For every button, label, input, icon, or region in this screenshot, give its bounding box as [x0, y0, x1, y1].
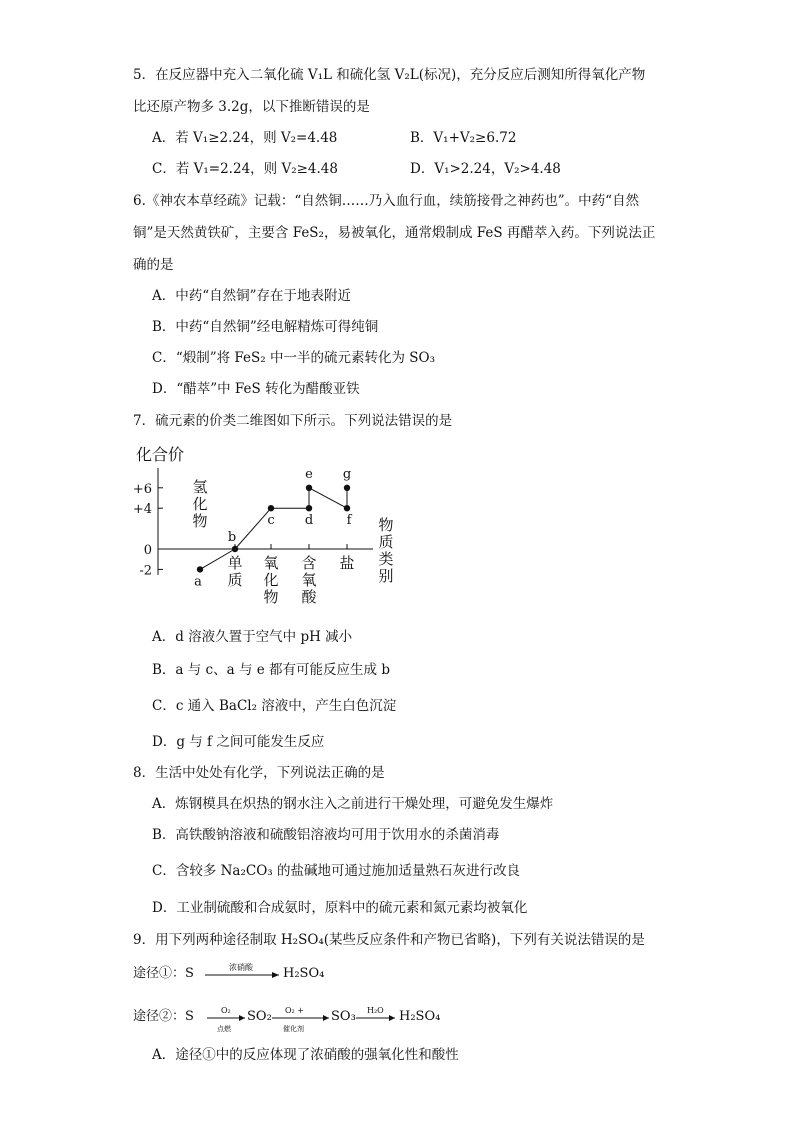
q7-stem: 7．硫元素的价类二维图如下所示。下列说法错误的是 — [133, 413, 453, 429]
q7-option-d: D．g 与 f 之间可能发生反应 — [152, 734, 325, 750]
chart-connector-e-f — [309, 488, 347, 508]
q7-option-a: A．d 溶液久置于空气中 pH 减小 — [152, 629, 353, 645]
sulfur-valence-chart — [128, 440, 408, 620]
route-2-step1-condition: 点燃 — [217, 1025, 231, 1033]
chart-point-a — [197, 566, 203, 572]
chart-point-g — [344, 485, 350, 491]
chart-y-tick-label: -2 — [139, 563, 152, 579]
chart-point-b — [232, 546, 238, 552]
chart-point-label-b: b — [227, 530, 237, 545]
q8-option-b: B．高铁酸钠溶液和硫酸铝溶液均可用于饮用水的杀菌消毒 — [152, 827, 500, 843]
route-1-reagent: 浓硝酸 — [229, 963, 253, 972]
chart-point-label-d: d — [304, 513, 314, 529]
chart-category-char: 单 — [227, 554, 243, 572]
route-2 — [133, 1006, 453, 1033]
chart-category-char: 含 — [301, 554, 317, 572]
chart-point-label-e: e — [305, 466, 313, 482]
chart-category-char: 酸 — [301, 588, 317, 606]
q5-option-d: D．V₁>2.24，V₂>4.48 — [410, 161, 561, 177]
chart-category-char: 化 — [263, 571, 279, 589]
q6-option-c: C．“煅制”将 FeS₂ 中一半的硫元素转化为 SO₃ — [152, 350, 436, 366]
chart-connector-b-c — [235, 508, 271, 549]
chart-point-label-g: g — [342, 466, 352, 482]
route-1-label: 途径①：S — [133, 966, 194, 981]
chart-y-tick-label: 0 — [143, 543, 152, 558]
route-2-label: 途径②：S — [133, 1009, 194, 1024]
route-2-step1-reagent: O₂ — [221, 1006, 231, 1015]
q7-option-c: C．c 通入 BaCl₂ 溶液中，产生白色沉淀 — [152, 698, 397, 714]
q6-option-b: B．中药“自然铜”经电解精炼可得纯铜 — [152, 319, 379, 335]
chart-category-char: 氢 — [192, 478, 208, 496]
chart-x-categories — [192, 478, 354, 606]
route-2-step2-condition: 催化剂 — [283, 1025, 304, 1033]
chart-x-label-char: 类 — [378, 550, 394, 568]
chart-category-char: 氧 — [301, 571, 317, 589]
q8-option-a: A．炼钢模具在炽热的钢水注入之前进行干燥处理，可避免发生爆炸 — [152, 796, 554, 812]
q8-option-c: C．含较多 Na₂CO₃ 的盐碱地可通过施加适量熟石灰进行改良 — [152, 863, 520, 879]
q8-option-d: D．工业制硫酸和合成氨时，原料中的硫元素和氮元素均被氧化 — [152, 900, 528, 916]
chart-point-d — [306, 505, 312, 511]
chart-point-label-c: c — [267, 513, 275, 529]
route-1-product: H₂SO₄ — [283, 966, 325, 981]
route-2-product: H₂SO₄ — [399, 1009, 441, 1024]
chart-x-label-char: 物 — [378, 516, 394, 534]
chart-point-f — [344, 505, 350, 511]
chart-point-label-a: a — [194, 574, 202, 590]
chart-point-c — [268, 505, 274, 511]
q7-option-b: B．a 与 c、a 与 e 都有可能反应生成 b — [152, 662, 390, 678]
q8-stem: 8．生活中处处有化学，下列说法正确的是 — [133, 765, 385, 781]
q6-option-d: D．“醋萃”中 FeS 转化为醋酸亚铁 — [152, 381, 360, 397]
route-2-step3-reagent: H₂O — [367, 1006, 384, 1015]
q5-stem-line2: 比还原产物多 3.2g，以下推断错误的是 — [133, 99, 370, 115]
chart-category-char: 物 — [192, 512, 208, 530]
q5-stem-line1: 5．在反应器中充入二氧化硫 V₁L 和硫化氢 V₂L(标况)，充分反应后测知所得氧化产物 — [133, 67, 646, 83]
chart-x-label-char: 质 — [378, 533, 394, 551]
chart-y-tick-label: +4 — [132, 502, 152, 518]
route-2-step2-reagent: O₂ + — [285, 1006, 305, 1015]
route-2-so2: SO₂ — [247, 1009, 272, 1024]
q6-stem-line2: 铜”是天然黄铁矿，主要含 FeS₂，易被氧化，通常煅制成 FeS 再醋萃入药。下列说法正 — [133, 225, 656, 241]
chart-y-axis-label: 化合价 — [136, 445, 185, 464]
q6-option-a: A．中药“自然铜”存在于地表附近 — [152, 288, 352, 304]
chart-category-char: 盐 — [339, 554, 355, 572]
chart-category-char: 物 — [263, 588, 279, 606]
chart-x-label-char: 别 — [378, 567, 394, 585]
route-1 — [133, 965, 433, 987]
q9-stem: 9．用下列两种途径制取 H₂SO₄(某些反应条件和产物已省略)，下列有关说法错误的是 — [133, 932, 645, 948]
q6-stem-line1: 6.《神农本草经疏》记载：“自然铜……乃入血行血，续筋接骨之神药也”。中药“自然 — [133, 193, 640, 209]
chart-y-tick-label: +6 — [132, 481, 152, 497]
q6-stem-line3: 确的是 — [133, 257, 174, 273]
route-2-so3: SO₃ — [331, 1009, 356, 1024]
chart-point-e — [306, 485, 312, 491]
q9-option-a: A．途径①中的反应体现了浓硝酸的强氧化性和酸性 — [152, 1047, 459, 1063]
q5-option-b: B．V₁+V₂≥6.72 — [410, 130, 517, 146]
chart-point-label-f: f — [346, 513, 352, 529]
chart-x-axis-label — [378, 516, 393, 585]
chart-category-char: 氧 — [263, 554, 279, 572]
chart-category-char: 化 — [192, 495, 208, 513]
chart-category-char: 质 — [227, 571, 243, 589]
q5-option-c: C．若 V₁=2.24，则 V₂≥4.48 — [152, 161, 338, 177]
q5-option-a: A．若 V₁≥2.24，则 V₂=4.48 — [152, 130, 338, 146]
